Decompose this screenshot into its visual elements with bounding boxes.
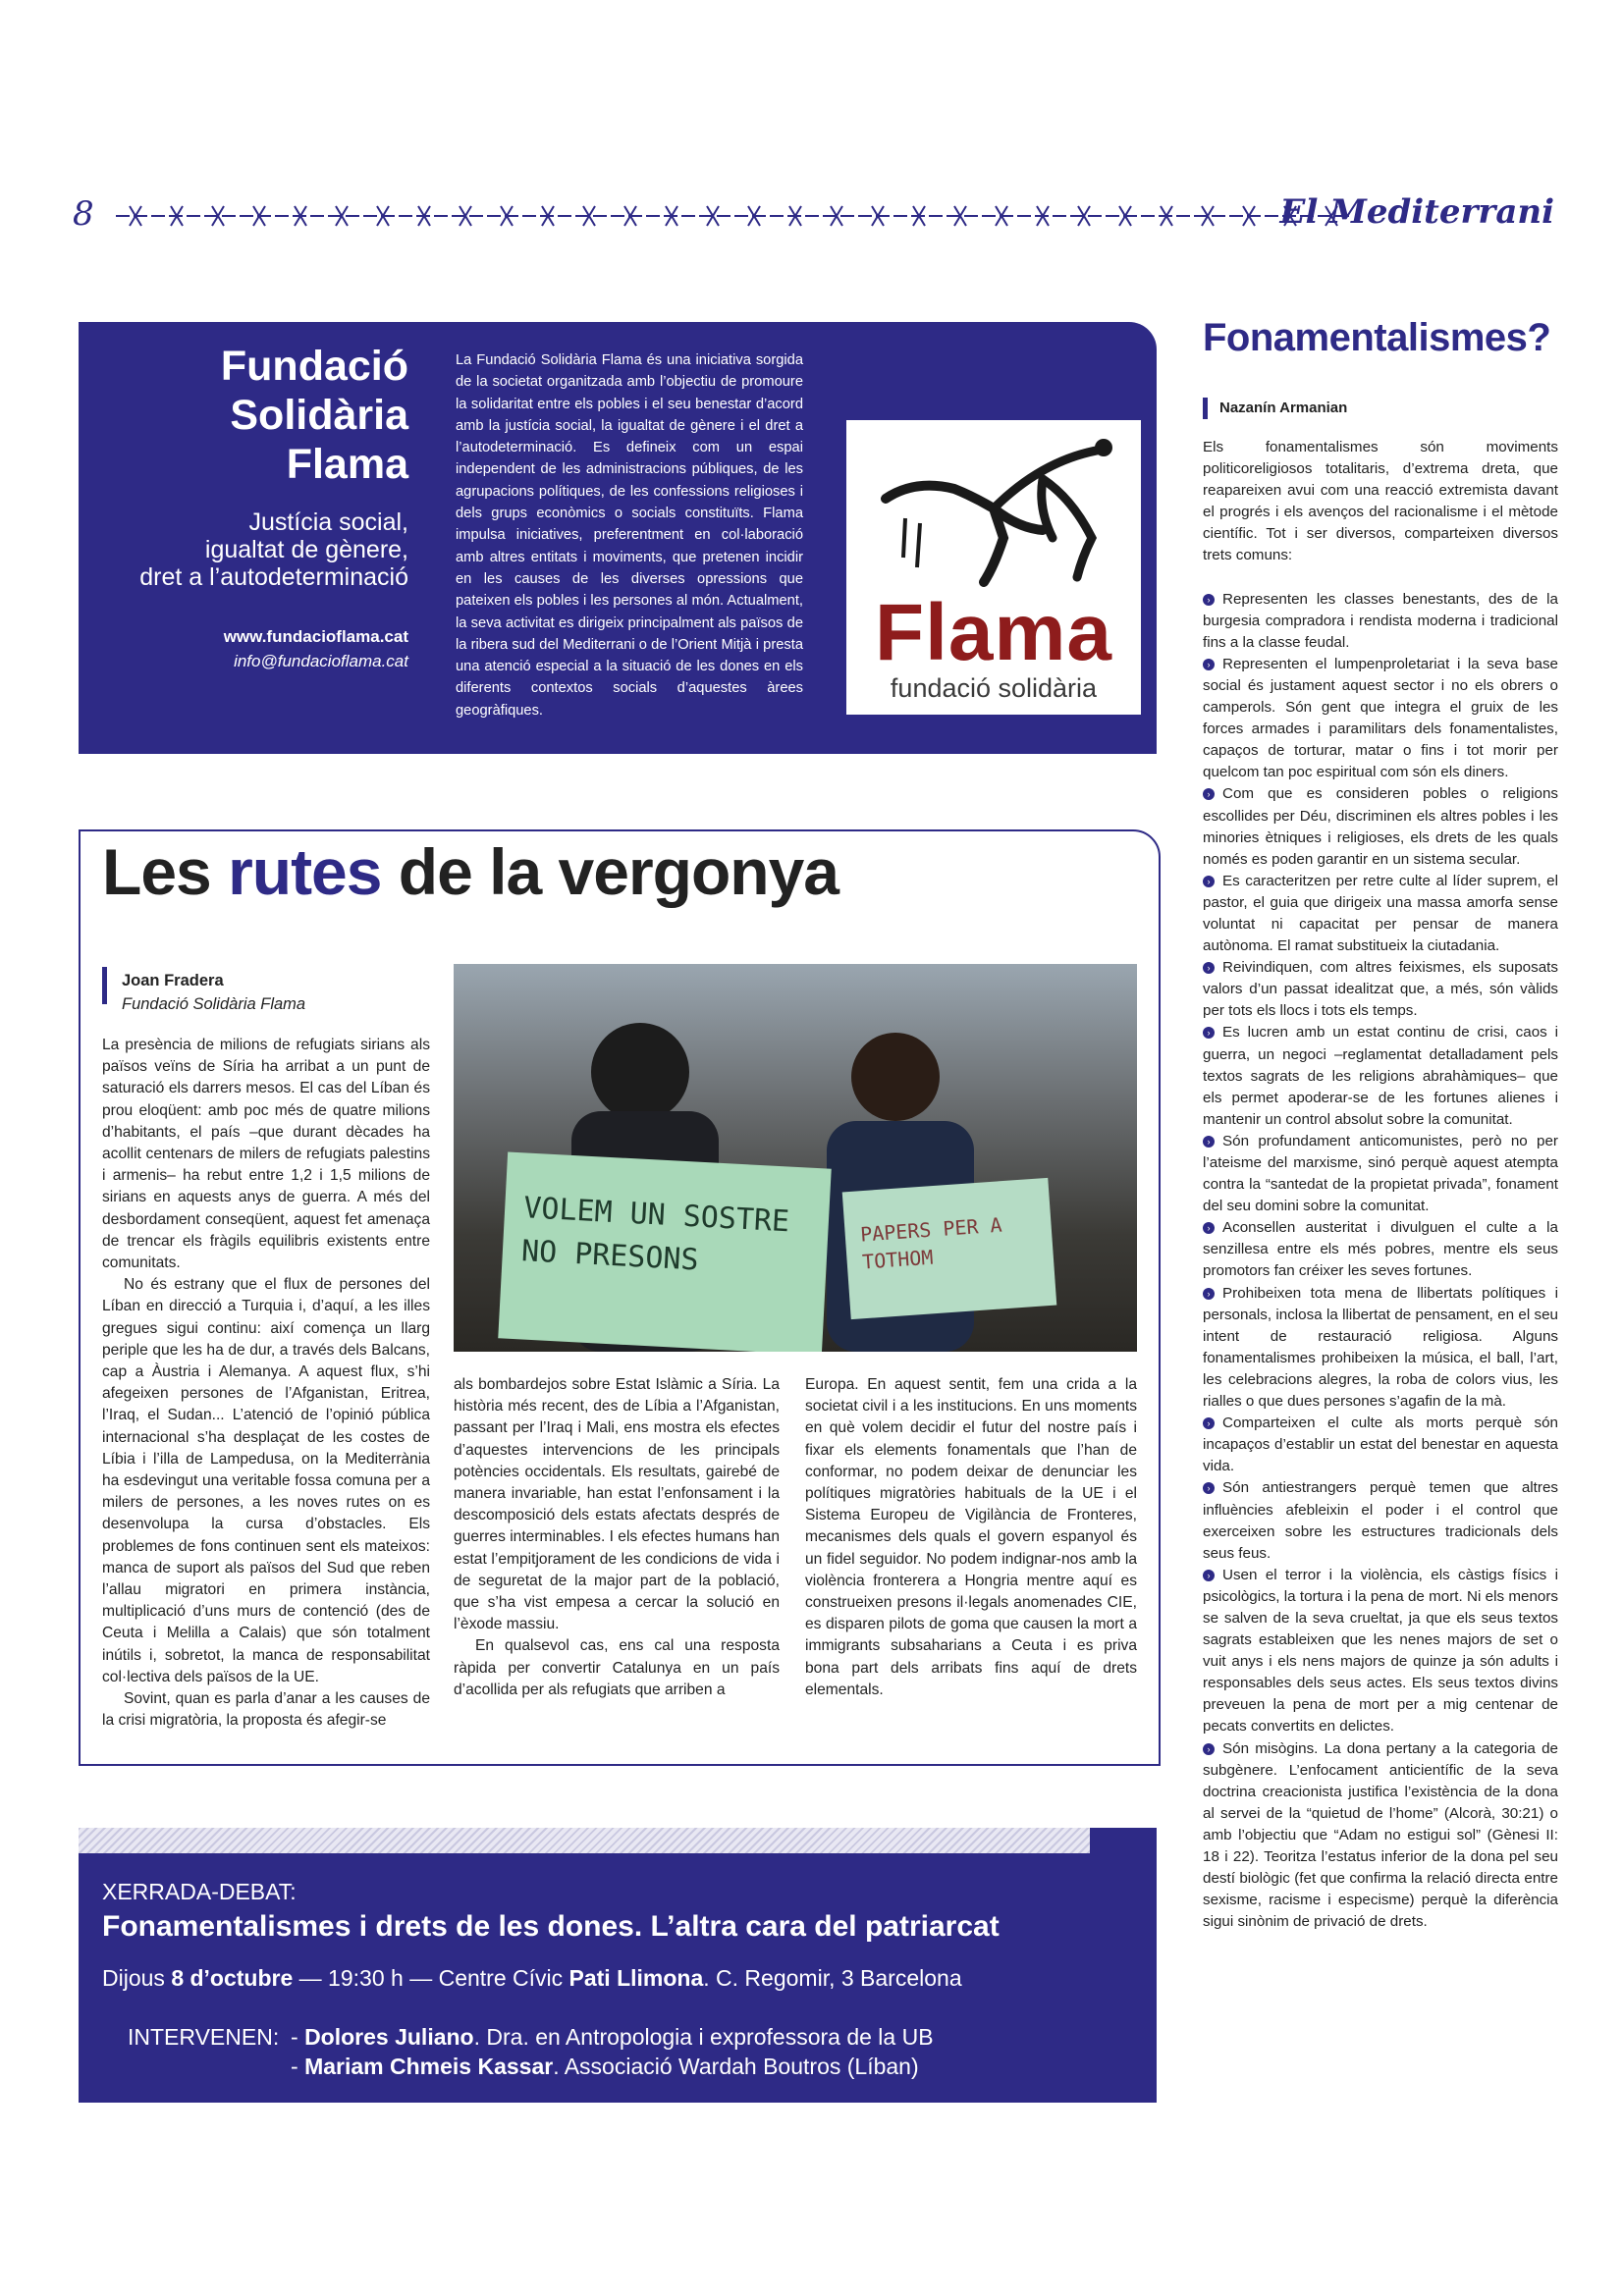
chevron-bullet-icon: › xyxy=(1203,659,1215,670)
flama-logo xyxy=(846,420,1141,715)
trait-item xyxy=(1203,1477,1558,1564)
flama-subtitle xyxy=(139,508,408,591)
event-title: Fonamentalismes i drets de les dones. L’altra cara del patriarcat xyxy=(102,1910,1000,1943)
speakers-label: INTERVENEN: xyxy=(128,2024,280,2050)
chevron-bullet-icon: › xyxy=(1203,876,1215,887)
chevron-bullet-icon: › xyxy=(1203,594,1215,606)
author-name: Joan Fradera xyxy=(122,972,224,989)
paragraph: als bombardejos sobre Estat Islàmic a Síria. La història més recent, des de Líbia a l’Afganistan, passant per l’Iraq i Mali, ens mostra els efectes d’aquestes intervencions de les principals potències occidentals. Els resultats, gairebé de manera invariable, han estat l’enfonsament i la descomposició dels estats afectats després de guerres interminables. I els efectes humans han estat l’empitjorament de les condicions de vida i de seguretat de la major part de la població, que s’ha vist empesa a cercar la solució en l’èxode massiu. xyxy=(454,1376,780,1633)
chevron-bullet-icon: › xyxy=(1203,1570,1215,1581)
trait-text: Representen les classes benestants, des de la burgesia compradora i rendista moderna i tradicional fins a la classe feudal. xyxy=(1203,590,1558,651)
paragraph: No és estrany que el flux de persones del Líban en direcció a Turquia i, d’aquí, a les illes gregues sigui continu: així comença un llarg periple que les ha de dur, a través dels Balcans, cap a Àustria i Alemanya. A aquest flux, s’hi afegeixen persones de l’Afganistan, Eritrea, l’Iraq, el Sudan... L’atenció de l’opinió pública internacional s’ha desplaçat de les costes de Líbia i l’illa de Lampedusa, on la Mediterrània ha esdevingut una veritable fossa comuna per a milers de persones, a les noves rutes on es desenvolupa la cursa d’obstacles. Els problemes de fons continuen sent els mateixos: manca de suport als països del Sud que reben l’allau migratori en primera instància, multiplicació d’uns murs de contenció (des de Ceuta i Melilla a Calais) que són totalment inútils i, sobretot, la manca de responsabilitat col·lectiva dels països de la UE. xyxy=(102,1276,430,1685)
flama-title-line: Flama xyxy=(286,441,408,488)
chevron-bullet-icon: › xyxy=(1203,788,1215,800)
speaker-desc: . Dra. en Antropologia i exprofessora de la UB xyxy=(473,2024,934,2050)
trait-item xyxy=(1203,783,1558,870)
trait-text: Usen el terror i la violència, els càstigs físics i psicològics, la tortura i la pena de mort. Ni els menors se salven de la seva crueltat, ja que els seus textos sagrats estableixen que les nenes majors de set o vuit anys i els nens majors de quinze ja són adults i responsables dels seus actes. Els seus textos divins preveuen la pena de mort per a mig centenar de pecats convertits en delictes. xyxy=(1203,1566,1558,1735)
speaker-item: - Dolores Juliano. Dra. en Antropologia i exprofessora de la UB xyxy=(291,2024,934,2050)
trait-item xyxy=(1203,654,1558,784)
trait-item xyxy=(1203,957,1558,1022)
flama-email-link[interactable]: info@fundacioflama.cat xyxy=(234,652,408,670)
trait-text: Comparteixen el culte als morts perquè són incapaços d’establir un estat del benestar en aquesta vida. xyxy=(1203,1415,1558,1475)
event-place: Pati Llimona xyxy=(568,1965,704,1991)
flama-info-box xyxy=(79,322,1157,754)
chevron-bullet-icon: › xyxy=(1203,1222,1215,1234)
trait-item xyxy=(1203,1131,1558,1217)
paragraph: Europa. En aquest sentit, fem una crida a la societat civil i a les institucions. En uns moments en què volem decidir el futur del nostre país i fixar els elements fonamentals que l’han de conformar, no podem deixar de denunciar les polítiques migratòries habituals de la UE i el Sistema Europeu de Vigilància de Fronteres, mecanismes dels quals el govern espanyol és un fidel seguidor. No podem indignar-nos amb la violència fronterera a Hongria mentre aquí es construeixen presons il·legals anomenades CIE, es disparen pilots de goma que causen la mort a immigrants subsaharians a Ceuta i es priva bona part dels arribats fins aquí de drets elementals. xyxy=(805,1376,1137,1698)
trait-item xyxy=(1203,1283,1558,1414)
flama-subtitle-line: igualtat de gènere, xyxy=(204,536,408,563)
chevron-bullet-icon: › xyxy=(1203,1136,1215,1148)
flama-subtitle-line: dret a l’autodeterminació xyxy=(139,563,408,591)
protest-sign-right: PAPERS PER A TOTHOM xyxy=(859,1212,1003,1274)
speaker-item: - Mariam Chmeis Kassar. Associació Wardah Boutros (Líban) xyxy=(291,2054,919,2079)
author-affiliation: Fundació Solidària Flama xyxy=(122,995,306,1013)
flama-contact xyxy=(224,624,408,673)
opinion-title: Fonamentalismes? xyxy=(1203,316,1551,359)
headline-part: Les xyxy=(102,835,229,908)
trait-item xyxy=(1203,1738,1558,1934)
page-number: 8 xyxy=(73,194,94,234)
trait-text: Són antiestrangers perquè temen que altres influències afebleixin el poder i el control que exerceixen sobre les estructures tradicionals dels seus feus. xyxy=(1203,1479,1558,1562)
author-marker xyxy=(1203,398,1208,419)
chevron-bullet-icon: › xyxy=(1203,1027,1215,1039)
protest-sign-left: VOLEM UN SOSTRE NO PRESONS xyxy=(520,1191,790,1278)
trait-item xyxy=(1203,1565,1558,1738)
dancers-icon xyxy=(846,420,1141,587)
trait-text: Són misògins. La dona pertany a la categoria de subgènere. L’enfocament anticientífic de la seva doctrina creacionista justifica l’existència de la dona al servei de la “quietud de l’home” (Alcorà, 30:21) o amb l’objectiu que “Adam no estigui sol” (Gènesi II: 18 i 22). Teoritza l’estatus inferior de la dona pel seu destí biològic (fet que confirma la relació directa entre sexisme, racisme i especisme) perquè la diferència sigui sinònim de privació de drets. xyxy=(1203,1739,1558,1931)
publication-brand: El Mediterrani xyxy=(1279,192,1554,232)
headline-part: de la vergonya xyxy=(381,835,839,908)
byline-marker xyxy=(102,967,107,1004)
trait-item xyxy=(1203,1022,1558,1130)
trait-text: Són profundament anticomunistes, però no per l’ateisme del marxisme, sinó perquè aquest atempta contra la “santedat de la propietat privada”, fonament del seu domini sobre la comunitat. xyxy=(1203,1132,1558,1215)
paragraph: La presència de milions de refugiats sirians als països veïns de Síria ha arribat a un punt de saturació els darrers mesos. El cas del Líban és prou eloqüent: amb poc més de quatre milions d’habitants, el país –que durant dècades ha acollit centenars de milers de refugiats palestins i armenis– ha rebut entre 1,2 i 1,5 milions de sirians en aquests anys de guerra. A més del desbordament conseqüent, aquest fet amenaça de trencar els fràgils equilibris existents entre comunitats. xyxy=(102,1037,430,1272)
article-column-1 xyxy=(102,1035,430,1733)
event-when-part: — 19:30 h — Centre Cívic xyxy=(293,1965,569,1991)
opinion-intro: Els fonamentalismes són moviments politicoreligiosos totalitaris, d’extrema dreta, que reapareixen avui com una reacció extremista davant el progrés i els avenços del racionalisme i el mètode científic. Tot i ser diversos, comparteixen diversos trets comuns: xyxy=(1203,439,1558,564)
chevron-bullet-icon: › xyxy=(1203,1482,1215,1494)
speaker-name: Mariam Chmeis Kassar xyxy=(304,2054,554,2079)
chevron-bullet-icon: › xyxy=(1203,962,1215,974)
event-label: XERRADA-DEBAT: xyxy=(102,1879,297,1904)
flama-website-link[interactable]: www.fundacioflama.cat xyxy=(223,627,408,646)
chevron-bullet-icon: › xyxy=(1203,1288,1215,1300)
event-when-part: Dijous xyxy=(102,1965,172,1991)
banner-stripe xyxy=(79,1828,1090,1853)
speaker-desc: . Associació Wardah Boutros (Líban) xyxy=(553,2054,919,2079)
event-date: 8 d’octubre xyxy=(171,1965,294,1991)
trait-text: Reivindiquen, com altres feixismes, els suposats valors d’un passat idealitzat que, a més, són vàlids per tots els llocs i tots els temps. xyxy=(1203,959,1558,1020)
trait-item xyxy=(1203,871,1558,957)
flama-title-line: Fundació xyxy=(220,343,408,390)
event-address: . C. Regomir, 3 Barcelona xyxy=(703,1965,962,1991)
trait-text: Es lucren amb un estat continu de crisi, caos i guerra, un negoci –reglamentat detalladament pels textos sagrats de les religions abrahàmiques– que els permet apoderar-se de les fortunes alienes i mantenir un control absolut sobre la comunitat. xyxy=(1203,1024,1558,1128)
opinion-body xyxy=(1203,437,1558,1933)
logo-wordmark: Flama xyxy=(875,588,1112,677)
speakers-list xyxy=(291,2022,934,2081)
barbed-wire-divider xyxy=(116,196,1353,236)
paragraph: Sovint, quan es parla d’anar a les causes de la crisi migratòria, la proposta és afegir-se xyxy=(102,1690,430,1730)
chevron-bullet-icon: › xyxy=(1203,1743,1215,1755)
traits-list xyxy=(1203,589,1558,1934)
article-column-3 xyxy=(805,1374,1137,1701)
protest-photo xyxy=(454,964,1137,1352)
event-banner xyxy=(79,1828,1157,2103)
flama-description: La Fundació Solidària Flama és una iniciativa sorgida de la societat organitzada amb l’objectiu de promoure la solidaritat entre els pobles i el seu benestar d’acord amb la justícia social, la igualtat de gènere i el dret a l’autodeterminació. Es defineix com un espai independent de les administracions públiques, de les agrupacions polítiques, de les confessions religioses i dels grups econòmics o socials constituïts. Flama impulsa iniciatives, preferentment en col·laboració amb altres entitats i moviments, que pretenen incidir en les causes de les diverses opressions que pateixen els pobles i les persones al món. Actualment, la seva activitat es dirigeix principalment als països de la ribera sud del Mediterrani o de l’Orient Mitjà i presta una atenció especial a la situació de les dones en els diferents contextos socials d’aquestes àrees geogràfiques. xyxy=(456,352,803,719)
event-when xyxy=(102,1965,962,1992)
article-headline xyxy=(102,834,839,909)
trait-item xyxy=(1203,1413,1558,1477)
trait-text: Aconsellen austeritat i divulguen el culte a la senzillesa entre els més pobres, mentre els seus promotors fan créixer les seves fortunes. xyxy=(1203,1219,1558,1280)
trait-text: Prohibeixen tota mena de llibertats polítiques i personals, inclosa la llibertat de pensament, en el seu intent de restauració religiosa. Alguns fonamentalismes prohibeixen la música, el ball, l’art, les celebracions alegres, la roba de colors vius, les rialles o que dues persones s’agafin de la mà. xyxy=(1203,1284,1558,1411)
trait-text: Com que es consideren pobles o religions escollides per Déu, discriminen els altres pobles i les minories ètniques i religioses, els drets de les quals només es poden garantir en un sistema secular. xyxy=(1203,785,1558,868)
article-column-2 xyxy=(454,1374,780,1701)
article-byline xyxy=(122,969,305,1016)
flama-title-line: Solidària xyxy=(230,392,408,439)
opinion-author: Nazanín Armanian xyxy=(1219,400,1348,416)
flama-subtitle-line: Justícia social, xyxy=(248,508,408,536)
flama-title xyxy=(221,342,408,489)
speaker-name: Dolores Juliano xyxy=(304,2024,474,2050)
paragraph: En qualsevol cas, ens cal una resposta ràpida per convertir Catalunya en un país d’acollida per als refugiats que arriben a xyxy=(454,1637,780,1698)
headline-highlight: rutes xyxy=(228,835,382,908)
trait-text: Es caracteritzen per retre culte al líder suprem, el pastor, el guia que dirigeix una massa amorfa sense voluntat ni capacitat per pensar de manera autònoma. El ramat substitueix la ciutadania. xyxy=(1203,872,1558,955)
trait-item xyxy=(1203,589,1558,654)
chevron-bullet-icon: › xyxy=(1203,1417,1215,1429)
trait-text: Representen el lumpenproletariat i la seva base social és justament aquest sector i no els obrers o camperols. Són gent que integra el gruix de les forces armades i paramilitars dels fonamentalistes, capaços de torturar, matar o fins i tot morir per quelcom tan poc espiritual com són els diners. xyxy=(1203,655,1558,781)
logo-subtitle: fundació solidària xyxy=(890,673,1098,703)
trait-item xyxy=(1203,1217,1558,1282)
